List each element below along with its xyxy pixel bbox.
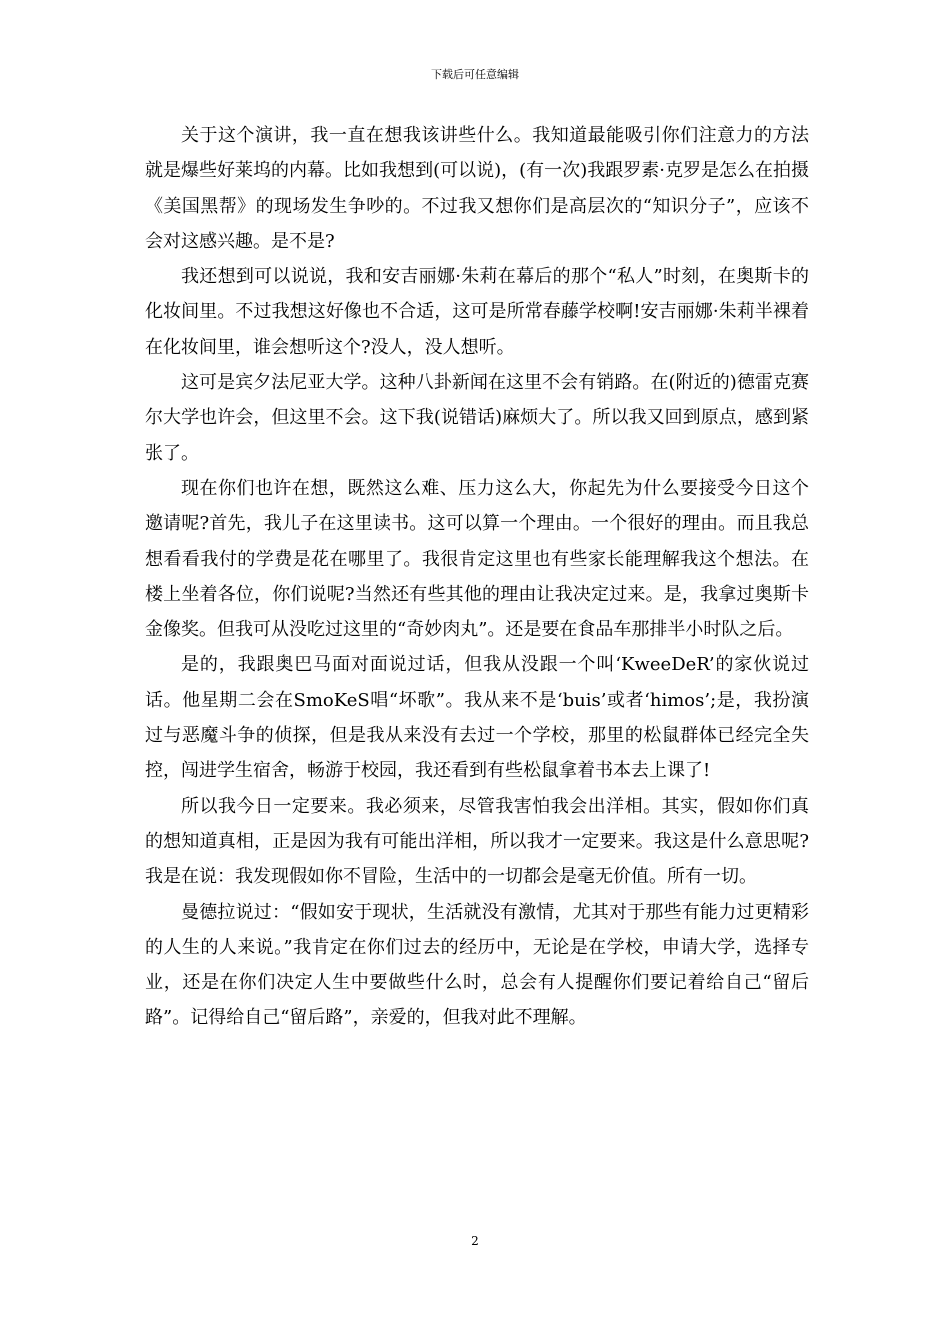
paragraph: 我还想到可以说说，我和安吉丽娜·朱莉在幕后的那个“私人”时刻，在奥斯卡的化妆间里。不过我想这好像也不合适，这可是所常春藤学校啊!安吉丽娜·朱莉半裸着在化妆间里，谁会想听这个?没人，没人想听。 <box>145 266 809 358</box>
page-header: 下载后可任意编辑 <box>431 68 519 81</box>
paragraph: 关于这个演讲，我一直在想我该讲些什么。我知道最能吸引你们注意力的方法就是爆些好莱坞的内幕。比如我想到(可以说)，(有一次)我跟罗素·克罗是怎么在拍摄《美国黑帮》的现场发生争吵的。不过我又想你们是高层次的“知识分子”，应该不会对这感兴趣。是不是? <box>145 125 809 252</box>
document-body <box>145 118 809 1036</box>
paragraph: 现在你们也许在想，既然这么难、压力这么大，你起先为什么要接受今日这个邀请呢?首先，我儿子在这里读书。这可以算一个理由。一个很好的理由。而且我总想看看我付的学费是花在哪里了。我很肯定这里也有些家长能理解我这个想法。在楼上坐着各位，你们说呢?当然还有些其他的理由让我决定过来。是，我拿过奥斯卡金像奖。但我可从没吃过这里的“奇妙肉丸”。还是要在食品车那排半小时队之后。 <box>145 477 809 641</box>
paragraph: 这可是宾夕法尼亚大学。这种八卦新闻在这里不会有销路。在(附近的)德雷克赛尔大学也许会，但这里不会。这下我(说错话)麻烦大了。所以我又回到原点，感到紧张了。 <box>145 372 809 464</box>
paragraph: 所以我今日一定要来。我必须来，尽管我害怕我会出洋相。其实，假如你们真的想知道真相，正是因为我有可能出洋相，所以我才一定要来。我这是什么意思呢?我是在说：我发现假如你不冒险，生活中的一切都会是毫无价值。所有一切。 <box>145 795 809 888</box>
paragraph: 曼德拉说过：“假如安于现状，生活就没有激情，尤其对于那些有能力过更精彩的人生的人来说。”我肯定在你们过去的经历中，无论是在学校，申请大学，选择专业，还是在你们决定人生中要做些什么时，总会有人提醒你们要记着给自己“留后路”。记得给自己“留后路”，亲爱的，但我对此不理解。 <box>145 901 809 1029</box>
paragraph: 是的，我跟奥巴马面对面说过话，但我从没跟一个叫‘KweeDeR’的家伙说过话。他星期二会在SmoKeS唱“坏歌”。我从来不是‘buis’或者‘himos’;是，我扮演过与恶魔斗争的侦探，但是我从来没有去过一个学校，那里的松鼠群体已经完全失控，闯进学生宿舍，畅游于校园，我还看到有些松鼠拿着书本去上课了! <box>145 654 809 782</box>
page-number: 2 <box>471 1234 479 1248</box>
